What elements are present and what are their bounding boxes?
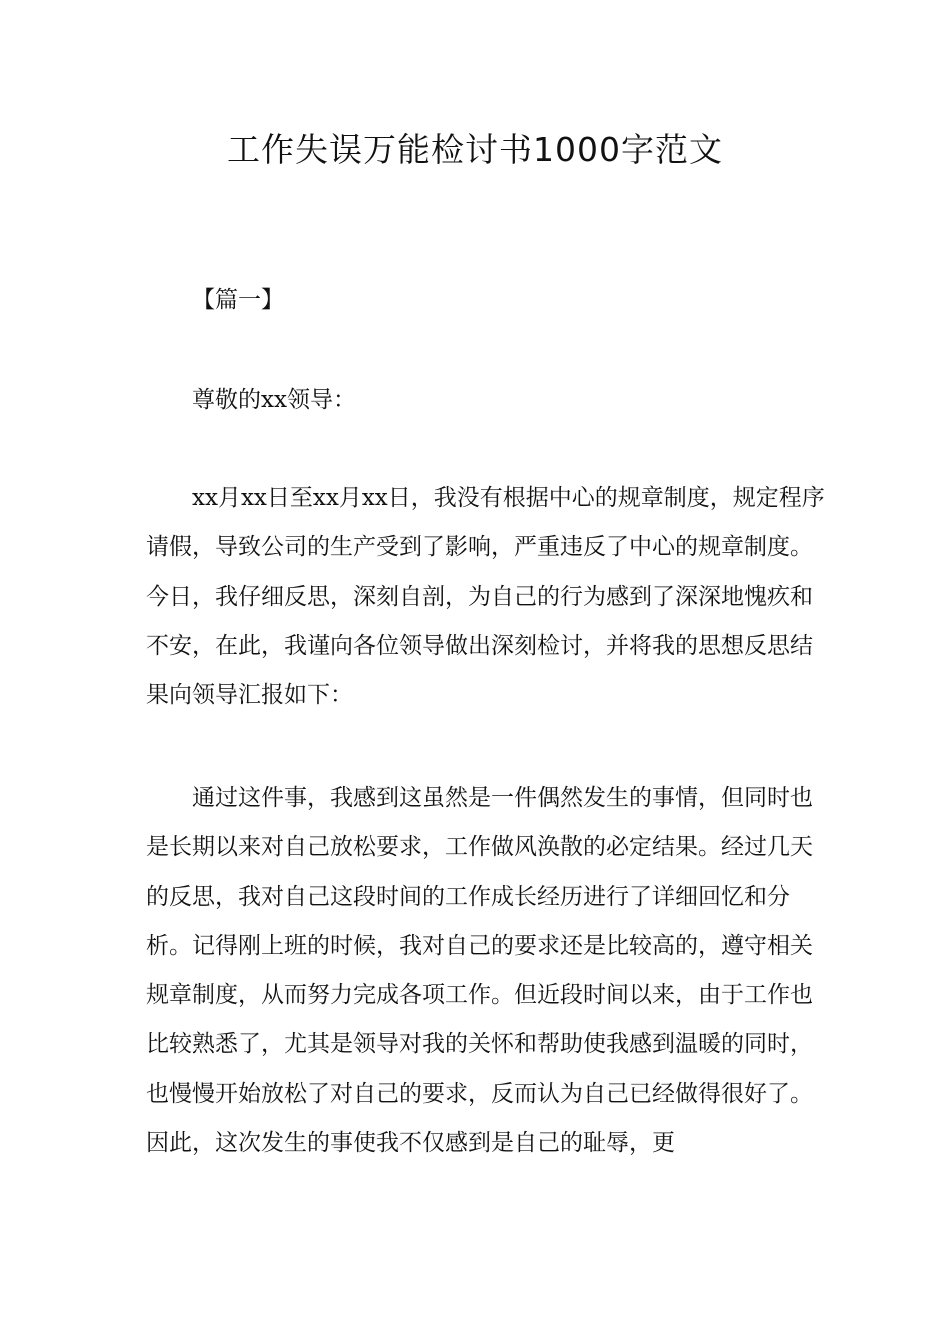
body-paragraph-1: xx月xx日至xx月xx日，我没有根据中心的规章制度，规定程序请假，导致公司的生产受到了影响，严重违反了中心的规章制度。今日，我仔细反思，深刻自剖，为自己的行为感到了深深地愧疚和不安，在此，我谨向各位领导做出深刻检讨，并将我的思想反思结果向领导汇报如下：: [146, 485, 825, 709]
section-label: 【篇一】: [192, 287, 284, 313]
body-paragraph-2: 通过这件事，我感到这虽然是一件偶然发生的事情，但同时也是长期以来对自己放松要求，工作做风涣散的必定结果。经过几天的反思，我对自己这段时间的工作成长经历进行了详细回忆和分析。记得刚上班的时候，我对自己的要求还是比较高的，遵守相关规章制度，从而努力完成各项工作。但近段时间以来，由于工作也比较熟悉了，尤其是领导对我的关怀和帮助使我感到温暖的同时，也慢慢开始放松了对自己的要求，反而认为自己已经做得很好了。因此，这次发生的事使我不仅感到是自己的耻辱，更: [146, 785, 813, 1157]
salutation: 尊敬的xx领导：: [192, 387, 356, 413]
document-title: 工作失误万能检讨书1000字范文: [227, 130, 723, 169]
